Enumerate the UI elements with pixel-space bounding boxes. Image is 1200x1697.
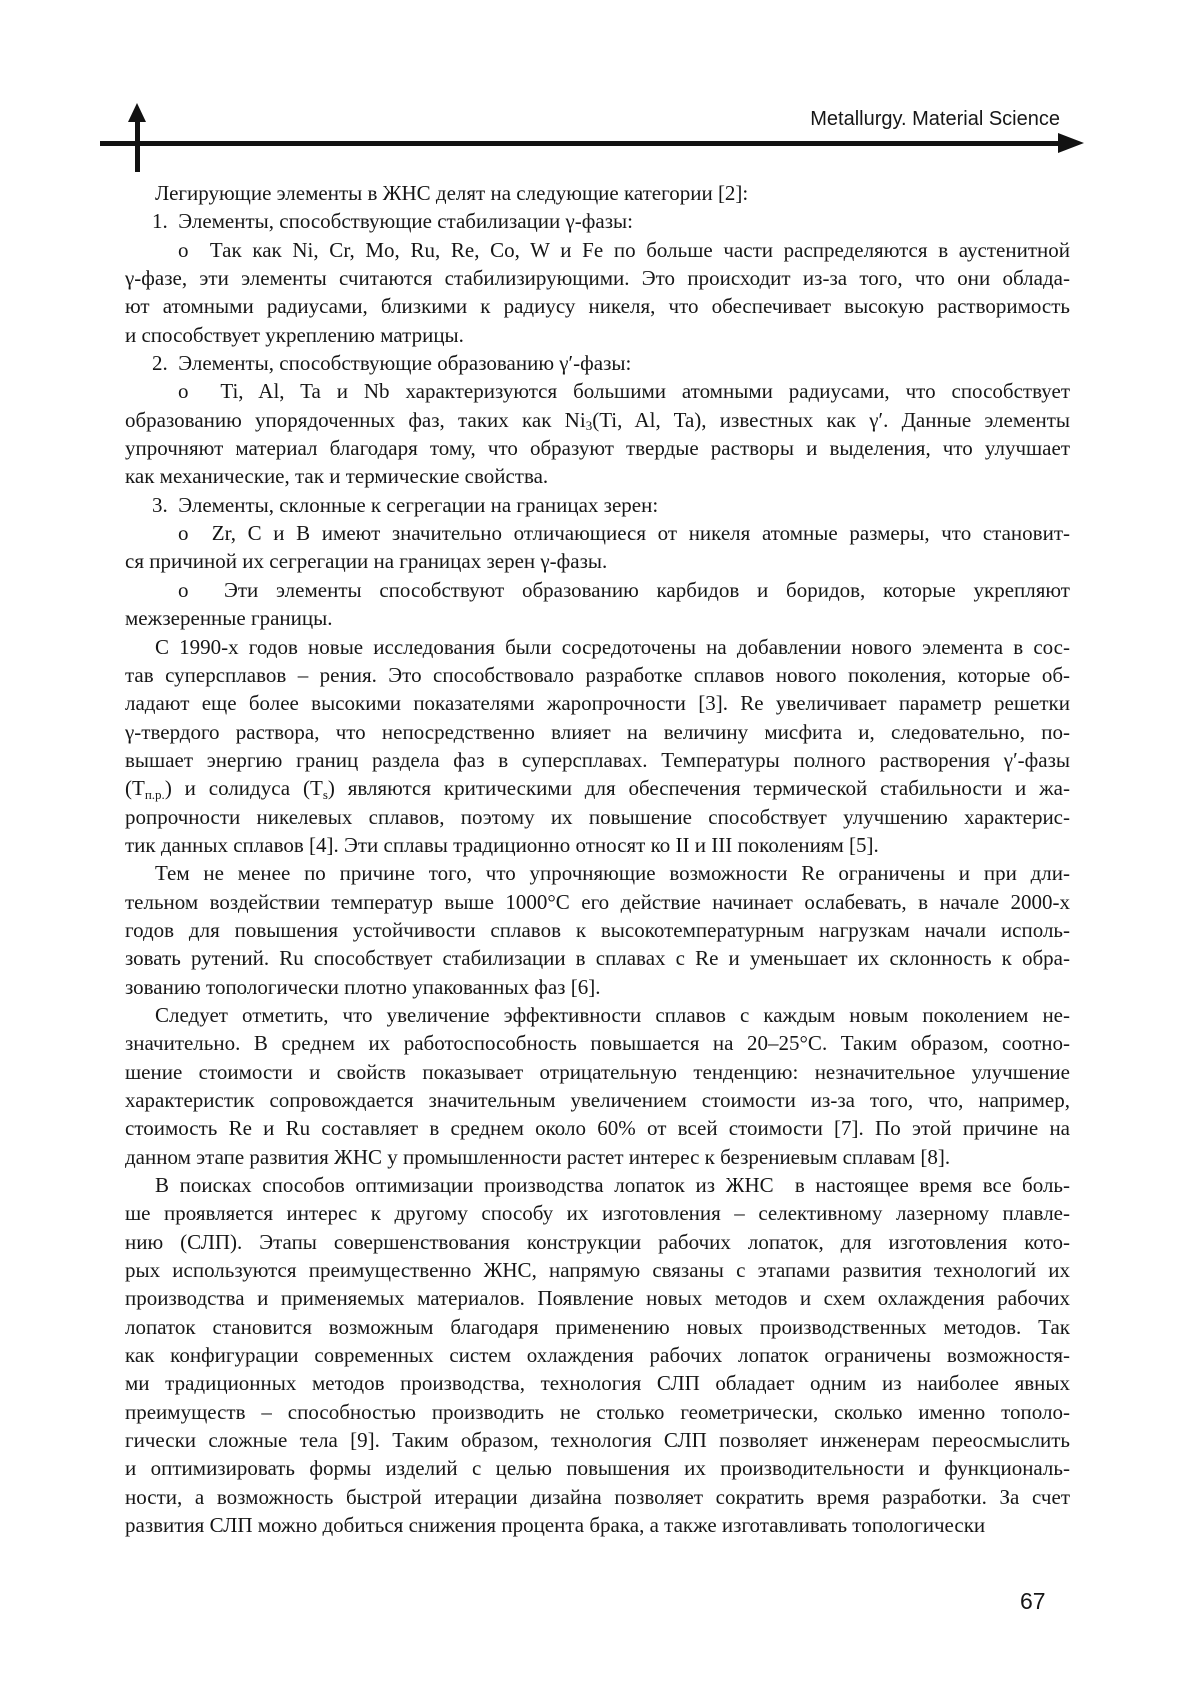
text-line: развития СЛП можно добиться снижения процента брака, а также изготавливать топологически xyxy=(125,1513,986,1538)
text-line: тельном воздействии температур выше 1000°С его действие начинает ослабевать, в начале 2000-х xyxy=(125,889,1070,914)
arrow-right-icon xyxy=(1058,133,1084,153)
text-line: ше проявляется интерес к другому способу их изготовления – селективному лазерному плавле- xyxy=(125,1201,1070,1226)
text-line: стоимость Re и Ru составляет в среднем около 60% от всей стоимости [7]. По этой причине на xyxy=(125,1116,1070,1141)
text-line: 3. Элементы, склонные к сегрегации на границах зерен: xyxy=(152,492,659,517)
text-line: межзеренные границы. xyxy=(125,606,333,631)
text-line: ропрочности никелевых сплавов, поэтому их повышение способствует улучшению характерис- xyxy=(125,804,1070,829)
text-line: 1. Элементы, способствующие стабилизации γ-фазы: xyxy=(152,209,633,234)
text-line: преимуществ – способностью производить не столько геометрически, сколько именно тополо- xyxy=(125,1399,1070,1424)
text-line: и способствует укреплению матрицы. xyxy=(125,322,464,347)
text-line: Следует отметить, что увеличение эффективности сплавов с каждым новым поколением не- xyxy=(155,1002,1070,1027)
text-line: и оптимизировать формы изделий с целью повышения их производительности и функциональ- xyxy=(125,1456,1070,1481)
text-line: производства и применяемых материалов. Появление новых методов и схем охлаждения рабочих xyxy=(125,1286,1070,1311)
text-line: ся причиной их сегрегации на границах зерен γ-фазы. xyxy=(125,549,608,574)
text-line: В поисках способов оптимизации производства лопаток из ЖНС в настоящее время все боль- xyxy=(155,1173,1070,1198)
text-line: $(T_{п.р.})$ и солидуса $(T_s)$ являются критическими для обеспечения термической стабильности и жа- xyxy=(125,776,1070,802)
article-body-text xyxy=(125,179,1070,1540)
arrow-up-icon xyxy=(128,103,146,122)
text-line: тав суперсплавов – рения. Это способствовало разработке сплавов нового поколения, которые об- xyxy=(125,662,1070,687)
text-line: γ-твердого раствора, что непосредственно влияет на величину мисфита и, следовательно, по- xyxy=(125,719,1070,744)
text-line: ют атомными радиусами, близкими к радиусу никеля, что обеспечивает высокую растворимость xyxy=(125,294,1070,319)
text-line: 2. Элементы, способствующие образованию γ′-фазы: xyxy=(152,351,632,376)
text-line: Тем не менее по причине того, что упрочняющие возможности Re ограничены и при дли- xyxy=(155,861,1070,886)
text-line: данном этапе развития ЖНС у промышленности растет интерес к безрениевым сплавам [8]. xyxy=(125,1144,951,1169)
text-line: шение стоимости и свойств показывает отрицательную тенденцию: незначительное улучшение xyxy=(125,1059,1070,1084)
text-line: вышает энергию границ раздела фаз в суперсплавах. Температуры полного растворения γ′-фазы xyxy=(125,747,1070,772)
text-line: нию (СЛП). Этапы совершенствования конструкции рабочих лопаток, для изготовления кото- xyxy=(125,1229,1070,1254)
text-line: Легирующие элементы в ЖНС делят на следующие категории [2]: xyxy=(155,181,749,205)
text-line: зовать рутений. Ru способствует стабилизации в сплавах с Re и уменьшает их склонность к обра- xyxy=(125,946,1070,971)
page-number: 67 xyxy=(1020,1588,1046,1614)
text-line: γ-фазе, эти элементы считаются стабилизирующими. Это происходит из-за того, что они облада- xyxy=(125,266,1070,291)
text-line: образованию упорядоченных фаз, таких как $Ni_3(Ti$, Al, Ta), известных как γ′. Данные элементы xyxy=(125,407,1070,434)
text-line: лопаток становится возможным благодаря применению новых производственных методов. Так xyxy=(125,1314,1070,1339)
text-line: ности, а возможность быстрой итерации дизайна позволяет сократить время разработки. За счет xyxy=(125,1484,1070,1509)
text-line: ладают еще более высокими показателями жаропрочности [3]. Re увеличивает параметр решетки xyxy=(125,691,1070,716)
text-line: о Ti, Al, Ta и Nb характеризуются большими атомными радиусами, что способствует xyxy=(178,379,1070,404)
text-line: гически сложные тела [9]. Таким образом, технология СЛП позволяет инженерам переосмыслить xyxy=(125,1428,1070,1453)
text-line: о Так как Ni, Cr, Mo, Ru, Re, Co, W и Fe по больше части распределяются в аустенитной xyxy=(178,237,1070,262)
header-rule xyxy=(100,141,1062,146)
text-line: ми традиционных методов производства, технология СЛП обладает одним из наиболее явных xyxy=(125,1371,1070,1396)
text-line: как конфигурации современных систем охлаждения рабочих лопаток ограничены возможностя- xyxy=(125,1343,1070,1368)
text-line: о Эти элементы способствуют образованию карбидов и боридов, которые укрепляют xyxy=(178,577,1070,602)
text-line: значительно. В среднем их работоспособность повышается на 20–25°С. Таким образом, соотно- xyxy=(125,1031,1070,1056)
text-line: о Zr, C и B имеют значительно отличающиеся от никеля атомные размеры, что становит- xyxy=(178,521,1070,546)
text-line: С 1990-х годов новые исследования были сосредоточены на добавлении нового элемента в сос- xyxy=(155,634,1070,659)
text-line: как механические, так и термические свойства. xyxy=(125,464,549,489)
text-line: упрочняют материал благодаря тому, что образуют твердые растворы и выделения, что улучшает xyxy=(125,436,1070,461)
text-line: тик данных сплавов [4]. Эти сплавы традиционно относят ко II и III поколениям [5]. xyxy=(125,832,879,857)
text-line: рых используются преимущественно ЖНС, напрямую связаны с этапами развития технологий их xyxy=(125,1258,1070,1283)
text-line: зованию топологически плотно упакованных фаз [6]. xyxy=(125,974,601,999)
running-head-title: Metallurgy. Material Science xyxy=(810,108,1060,130)
text-line: годов для повышения устойчивости сплавов к высокотемпературным нагрузкам начали исполь- xyxy=(125,917,1070,942)
text-line: характеристик сопровождается значительным увеличением стоимости из-за того, что, например, xyxy=(125,1088,1070,1112)
